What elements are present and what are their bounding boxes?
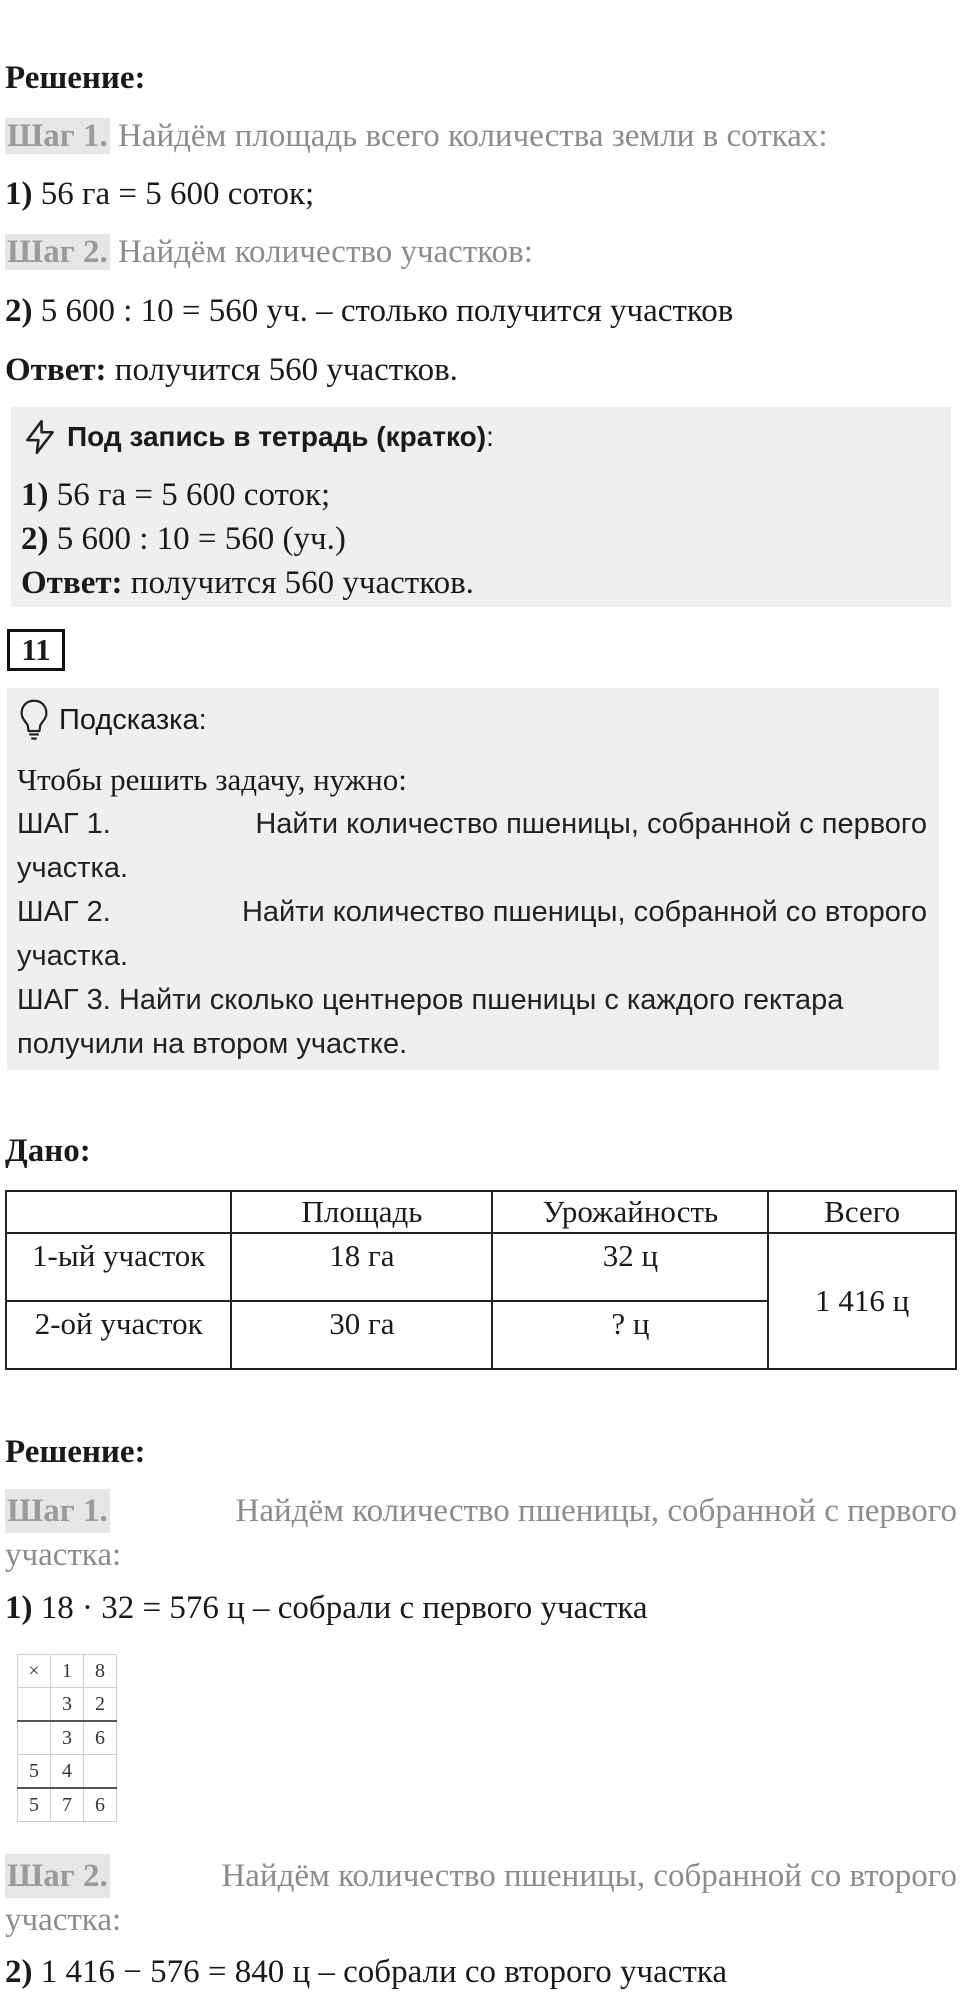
table-row — [6, 1233, 956, 1301]
table-header-row — [6, 1191, 956, 1233]
calc-cell: 7 — [51, 1788, 84, 1822]
hint-step-1-cont: участка. — [17, 852, 129, 884]
calc-cell: 3 — [51, 1688, 84, 1722]
note-title: Под запись в тетрадь (кратко) — [67, 421, 487, 452]
hint-step-3 — [17, 978, 927, 1022]
step-2-text: Найдём количество участков: — [109, 234, 533, 270]
calc-row — [18, 1721, 117, 1755]
hint-body — [17, 758, 927, 1066]
calc-cell: 8 — [84, 1655, 117, 1688]
calc-cell — [84, 1755, 117, 1789]
given-heading: Дано: — [5, 1133, 91, 1169]
hint-step-1-text: Найти количество пшеницы, собранной с первого — [255, 808, 927, 840]
hint-header — [17, 694, 207, 746]
line-text: 5 600 : 10 = 560 уч. – столько получится участков — [32, 293, 734, 329]
solution-heading: Решение: — [5, 60, 146, 96]
hint-step-2 — [17, 890, 927, 934]
hint-step-3-text: Найти сколько центнеров пшеницы с каждого гектара — [110, 984, 844, 1016]
hint-step-2-label: ШАГ 2. — [17, 896, 111, 928]
table-cell: 30 га — [231, 1301, 492, 1369]
line-number: 2) — [5, 293, 33, 329]
step-2-cont: участка: — [5, 1902, 122, 1938]
step-1-label: Шаг 1. — [7, 118, 108, 154]
line-text: 56 га = 5 600 соток; — [48, 477, 331, 513]
calc-cell — [18, 1688, 51, 1722]
table-cell: 2-ой участок — [6, 1301, 231, 1369]
hint-step-3-label: ШАГ 3. — [17, 984, 111, 1016]
line-number: 1) — [21, 477, 49, 513]
step-1-text: Найдём количество пшеницы, собранной с первого — [235, 1493, 957, 1529]
note-answer — [21, 563, 474, 603]
table-header-cell: Урожайность — [492, 1191, 768, 1233]
task-number: 11 — [7, 629, 65, 671]
solution-2-heading: Решение: — [5, 1434, 146, 1470]
hint-step-2-cont: участка. — [17, 940, 129, 972]
calc-cell: × — [18, 1655, 51, 1688]
given-table — [5, 1190, 957, 1370]
step-1-cont: участка: — [5, 1537, 122, 1573]
step-1-label: Шаг 1. — [5, 1489, 110, 1533]
answer-label: Ответ: — [5, 352, 107, 388]
line-text: 18 · 32 = 576 ц – собрали с первого участка — [32, 1590, 648, 1626]
calc-row — [18, 1655, 117, 1688]
calc-row — [18, 1688, 117, 1722]
step-1-text: Найдём площадь всего количества земли в сотках: — [109, 118, 828, 154]
multiplication-grid — [17, 1654, 117, 1822]
step-2-text: Найдём количество пшеницы, собранной со второго — [221, 1858, 957, 1894]
calc-cell — [18, 1721, 51, 1755]
table-header-cell: Всего — [768, 1191, 956, 1233]
line-text: 5 600 : 10 = 560 (уч.) — [48, 521, 346, 557]
answer-label: Ответ: — [21, 565, 123, 601]
solution-2-step-1 — [5, 1489, 957, 1577]
note-title-colon: : — [486, 421, 494, 452]
step-2-label: Шаг 2. — [7, 234, 108, 270]
solution-2-step-2 — [5, 1854, 957, 1942]
step-1-line — [5, 116, 828, 156]
notebook-note-box — [11, 407, 951, 607]
lightbulb-icon — [17, 698, 51, 742]
step-1-line — [5, 1489, 957, 1533]
hint-intro: Чтобы решить задачу, нужно: — [17, 762, 407, 797]
hint-box — [7, 688, 939, 1070]
calc-cell: 5 — [18, 1755, 51, 1789]
line-number: 1) — [5, 176, 33, 212]
note-line-1 — [21, 475, 330, 515]
line-text: 56 га = 5 600 соток; — [32, 176, 315, 212]
table-cell: ? ц — [492, 1301, 768, 1369]
table-cell: 18 га — [231, 1233, 492, 1301]
calc-cell: 5 — [18, 1788, 51, 1822]
answer-line — [5, 350, 458, 390]
table-cell: 1-ый участок — [6, 1233, 231, 1301]
solution-line-2 — [5, 291, 733, 331]
calc-cell: 1 — [51, 1655, 84, 1688]
step-2-line — [5, 1854, 957, 1898]
calc-cell: 3 — [51, 1721, 84, 1755]
hint-step-2-text: Найти количество пшеницы, собранной со второго — [241, 896, 927, 928]
line-text: 1 416 − 576 = 840 ц – собрали со второго участка — [32, 1954, 727, 1990]
solution-2-line-1 — [5, 1588, 648, 1628]
calc-cell: 2 — [84, 1688, 117, 1722]
calc-cell: 4 — [51, 1755, 84, 1789]
line-number: 2) — [21, 521, 49, 557]
lightning-icon — [21, 418, 59, 456]
answer-text: получится 560 участков. — [122, 565, 474, 601]
hint-step-1-label: ШАГ 1. — [17, 808, 111, 840]
solution-2-line-2 — [5, 1952, 727, 1992]
hint-step-1 — [17, 802, 927, 846]
table-total-cell: 1 416 ц — [768, 1233, 956, 1369]
calc-cell: 6 — [84, 1721, 117, 1755]
hint-step-3-cont: получили на втором участке. — [17, 1028, 408, 1060]
table-cell: 32 ц — [492, 1233, 768, 1301]
line-number: 2) — [5, 1954, 33, 1990]
hint-title: Подсказка: — [59, 703, 207, 736]
calc-row — [18, 1788, 117, 1822]
note-header — [21, 417, 494, 457]
step-2-line — [5, 232, 533, 272]
note-line-2 — [21, 519, 346, 559]
calc-row — [18, 1755, 117, 1789]
answer-text: получится 560 участков. — [106, 352, 458, 388]
line-number: 1) — [5, 1590, 33, 1626]
calc-cell: 6 — [84, 1788, 117, 1822]
step-2-label: Шаг 2. — [5, 1854, 110, 1898]
solution-line-1 — [5, 174, 314, 214]
table-header-cell: Площадь — [231, 1191, 492, 1233]
table-header-cell — [6, 1191, 231, 1233]
